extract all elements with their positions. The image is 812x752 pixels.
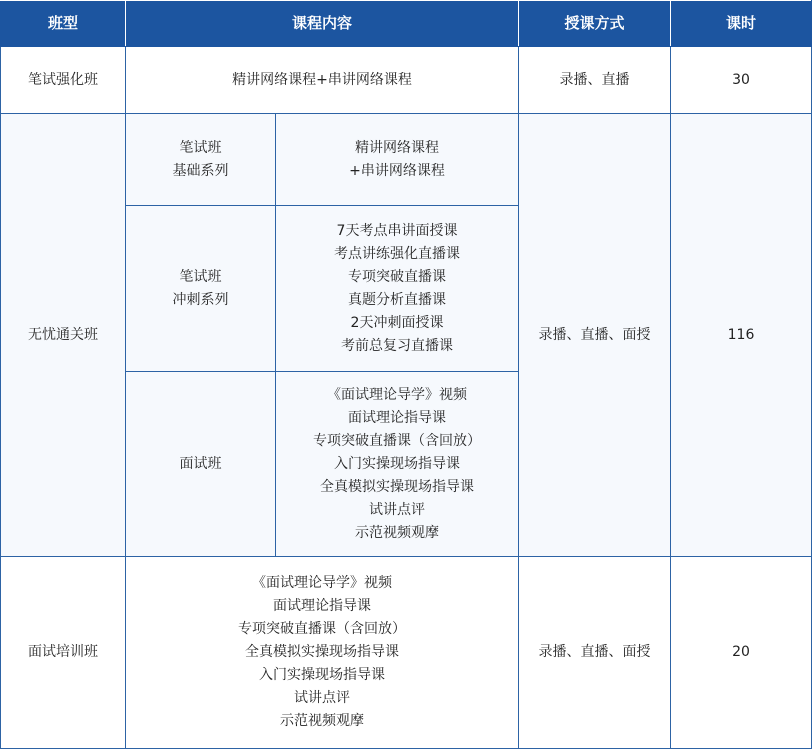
content-line: 入门实操现场指导课 <box>259 667 385 683</box>
content-line: 面试理论指导课 <box>273 598 371 614</box>
content-line: 《面试理论导学》视频 <box>327 386 467 403</box>
content-cell <box>276 372 519 557</box>
table-row <box>1 114 812 206</box>
sub-class-line: 冲刺系列 <box>172 291 229 308</box>
content-cell <box>276 206 519 372</box>
content-line: 示范视频观摩 <box>280 713 364 729</box>
sub-class-line: 笔试班 <box>179 268 222 285</box>
content-line: 2天冲刺面授课 <box>350 314 444 331</box>
content-line: 考点讲练强化直播课 <box>334 245 460 262</box>
hours-cell: 116 <box>671 114 812 557</box>
content-line: 专项突破直播课（含回放） <box>313 432 481 449</box>
sub-class-cell <box>126 206 276 372</box>
hours-cell: 30 <box>671 47 812 114</box>
content-line: 精讲网络课程 <box>355 139 439 156</box>
hours-cell: 20 <box>671 557 812 749</box>
content-cell: 精讲网络课程+串讲网络课程 <box>126 47 519 114</box>
sub-class-line: 面试班 <box>179 455 222 472</box>
content-line: +串讲网络课程 <box>349 162 445 179</box>
content-line: 《面试理论导学》视频 <box>252 575 392 591</box>
content-line: 专项突破直播课（含回放） <box>238 621 406 637</box>
header-row <box>1 1 812 47</box>
content-line: 真题分析直播课 <box>348 291 446 308</box>
method-cell: 录播、直播、面授 <box>519 114 671 557</box>
class-name-cell: 笔试强化班 <box>1 47 126 114</box>
content-line: 考前总复习直播课 <box>341 337 453 354</box>
table-row <box>1 557 812 749</box>
class-name-cell: 无忧通关班 <box>1 114 126 557</box>
sub-class-line: 笔试班 <box>179 139 222 156</box>
content-cell <box>126 557 519 749</box>
class-name-cell: 面试培训班 <box>1 557 126 749</box>
content-line: 全真模拟实操现场指导课 <box>320 478 474 495</box>
content-line: 示范视频观摩 <box>355 524 439 541</box>
content-line: 专项突破直播课 <box>348 268 446 285</box>
sub-class-line: 基础系列 <box>172 162 229 179</box>
header-content: 课程内容 <box>126 1 519 47</box>
table-row <box>1 47 812 114</box>
sub-class-cell <box>126 114 276 206</box>
content-line: 入门实操现场指导课 <box>334 455 460 472</box>
content-line: 试讲点评 <box>294 690 350 706</box>
header-method: 授课方式 <box>519 1 671 47</box>
sub-class-cell <box>126 372 276 557</box>
content-line: 试讲点评 <box>369 501 425 518</box>
content-line: 7天考点串讲面授课 <box>336 222 458 239</box>
header-hours: 课时 <box>671 1 812 47</box>
method-cell: 录播、直播、面授 <box>519 557 671 749</box>
content-cell <box>276 114 519 206</box>
method-cell: 录播、直播 <box>519 47 671 114</box>
content-line: 面试理论指导课 <box>348 409 446 426</box>
header-class-type: 班型 <box>1 1 126 47</box>
content-line: 全真模拟实操现场指导课 <box>245 644 399 660</box>
